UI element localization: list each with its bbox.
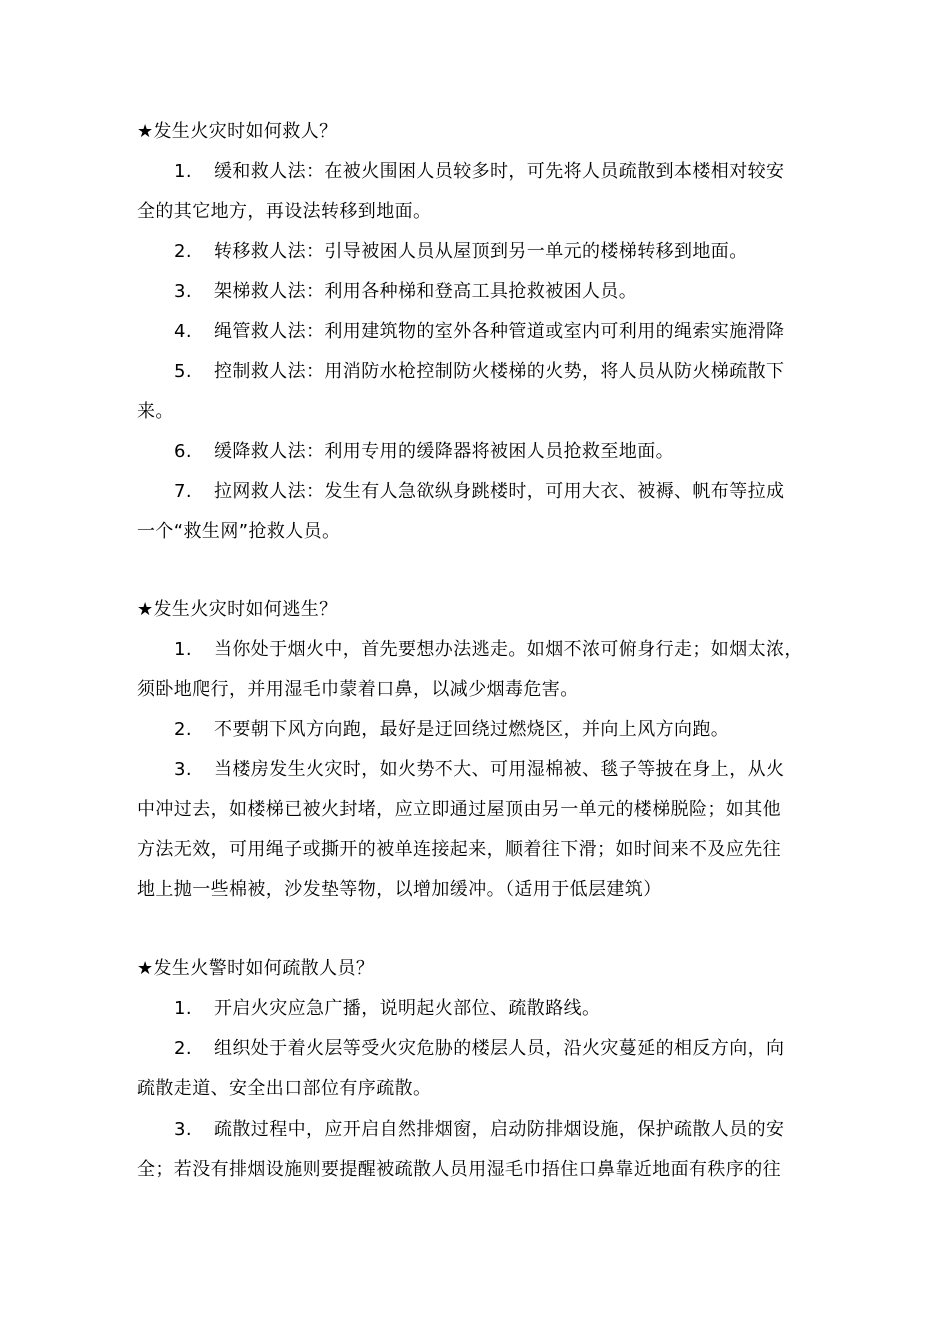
section-heading-rescue: ★发生火灾时如何救人？ (137, 121, 338, 142)
item-text-continuation: 疏散走道、安全出口部位有序疏散。 (137, 1078, 432, 1099)
item-text: 控制救人法：用消防水枪控制防火楼梯的火势，将人员从防火梯疏散下 (214, 361, 785, 382)
item-number: 1. (174, 161, 192, 182)
item-number: 3. (174, 281, 192, 302)
item-text: 当楼房发生火灾时，如火势不大、可用湿棉被、毯子等披在身上，从火 (214, 759, 785, 780)
item-number: 3. (174, 1119, 192, 1140)
item-number: 1. (174, 998, 192, 1019)
item-number: 6. (174, 441, 192, 462)
list-item (174, 240, 748, 264)
list-item (174, 758, 784, 782)
item-text: 绳管救人法：利用建筑物的室外各种管道或室内可利用的绳索实施滑降 (214, 321, 785, 342)
item-text-continuation: 一个“救生网”抢救人员。 (137, 521, 341, 542)
item-text: 不要朝下风方向跑，最好是迂回绕过燃烧区，并向上风方向跑。 (214, 719, 730, 740)
list-item (174, 480, 784, 504)
item-text: 组织处于着火层等受火灾危胁的楼层人员，沿火灾蔓延的相反方向，向 (214, 1038, 785, 1059)
item-number: 4. (174, 321, 192, 342)
list-item (174, 638, 803, 662)
list-item (174, 440, 674, 464)
item-number: 5. (174, 361, 192, 382)
list-item (174, 1037, 784, 1061)
item-text: 当你处于烟火中，首先要想办法逃走。如烟不浓可俯身行走；如烟太浓， (214, 639, 803, 660)
list-item (174, 160, 784, 184)
section-heading-escape: ★发生火灾时如何逃生？ (137, 599, 338, 620)
item-text-continuation: 来。 (137, 401, 174, 422)
item-text-continuation: 须卧地爬行，并用湿毛巾蒙着口鼻，以减少烟毒危害。 (137, 679, 579, 700)
item-text: 拉网救人法：发生有人急欲纵身跳楼时，可用大衣、被褥、帆布等拉成 (214, 481, 785, 502)
item-text-continuation: 方法无效，可用绳子或撕开的被单连接起来，顺着往下滑；如时间来不及应先往 (137, 839, 781, 860)
item-text: 开启火灾应急广播，说明起火部位、疏散路线。 (214, 998, 601, 1019)
item-text: 缓和救人法：在被火围困人员较多时，可先将人员疏散到本楼相对较安 (214, 161, 785, 182)
item-text-continuation: 全；若没有排烟设施则要提醒被疏散人员用湿毛巾捂住口鼻靠近地面有秩序的往 (137, 1159, 781, 1180)
list-item (174, 718, 729, 742)
item-text: 缓降救人法：利用专用的缓降器将被困人员抢救至地面。 (214, 441, 674, 462)
item-text-continuation: 地上抛一些棉被，沙发垫等物，以增加缓冲。（适用于低层建筑） (137, 879, 662, 900)
item-number: 1. (174, 639, 192, 660)
item-text-continuation: 全的其它地方，再设法转移到地面。 (137, 201, 432, 222)
list-item (174, 1118, 784, 1142)
list-item (174, 320, 784, 344)
list-item (174, 280, 637, 304)
item-text: 疏散过程中，应开启自然排烟窗，启动防排烟设施，保护疏散人员的安 (214, 1119, 785, 1140)
item-text-continuation: 中冲过去，如楼梯已被火封堵，应立即通过屋顶由另一单元的楼梯脱险；如其他 (137, 799, 781, 820)
item-text: 架梯救人法：利用各种梯和登高工具抢救被困人员。 (214, 281, 638, 302)
item-number: 2. (174, 719, 192, 740)
item-number: 3. (174, 759, 192, 780)
item-number: 7. (174, 481, 192, 502)
list-item (174, 997, 600, 1021)
list-item (174, 360, 784, 384)
item-number: 2. (174, 241, 192, 262)
item-text: 转移救人法：引导被困人员从屋顶到另一单元的楼梯转移到地面。 (214, 241, 748, 262)
section-heading-evacuate: ★发生火警时如何疏散人员？ (137, 958, 375, 979)
item-number: 2. (174, 1038, 192, 1059)
